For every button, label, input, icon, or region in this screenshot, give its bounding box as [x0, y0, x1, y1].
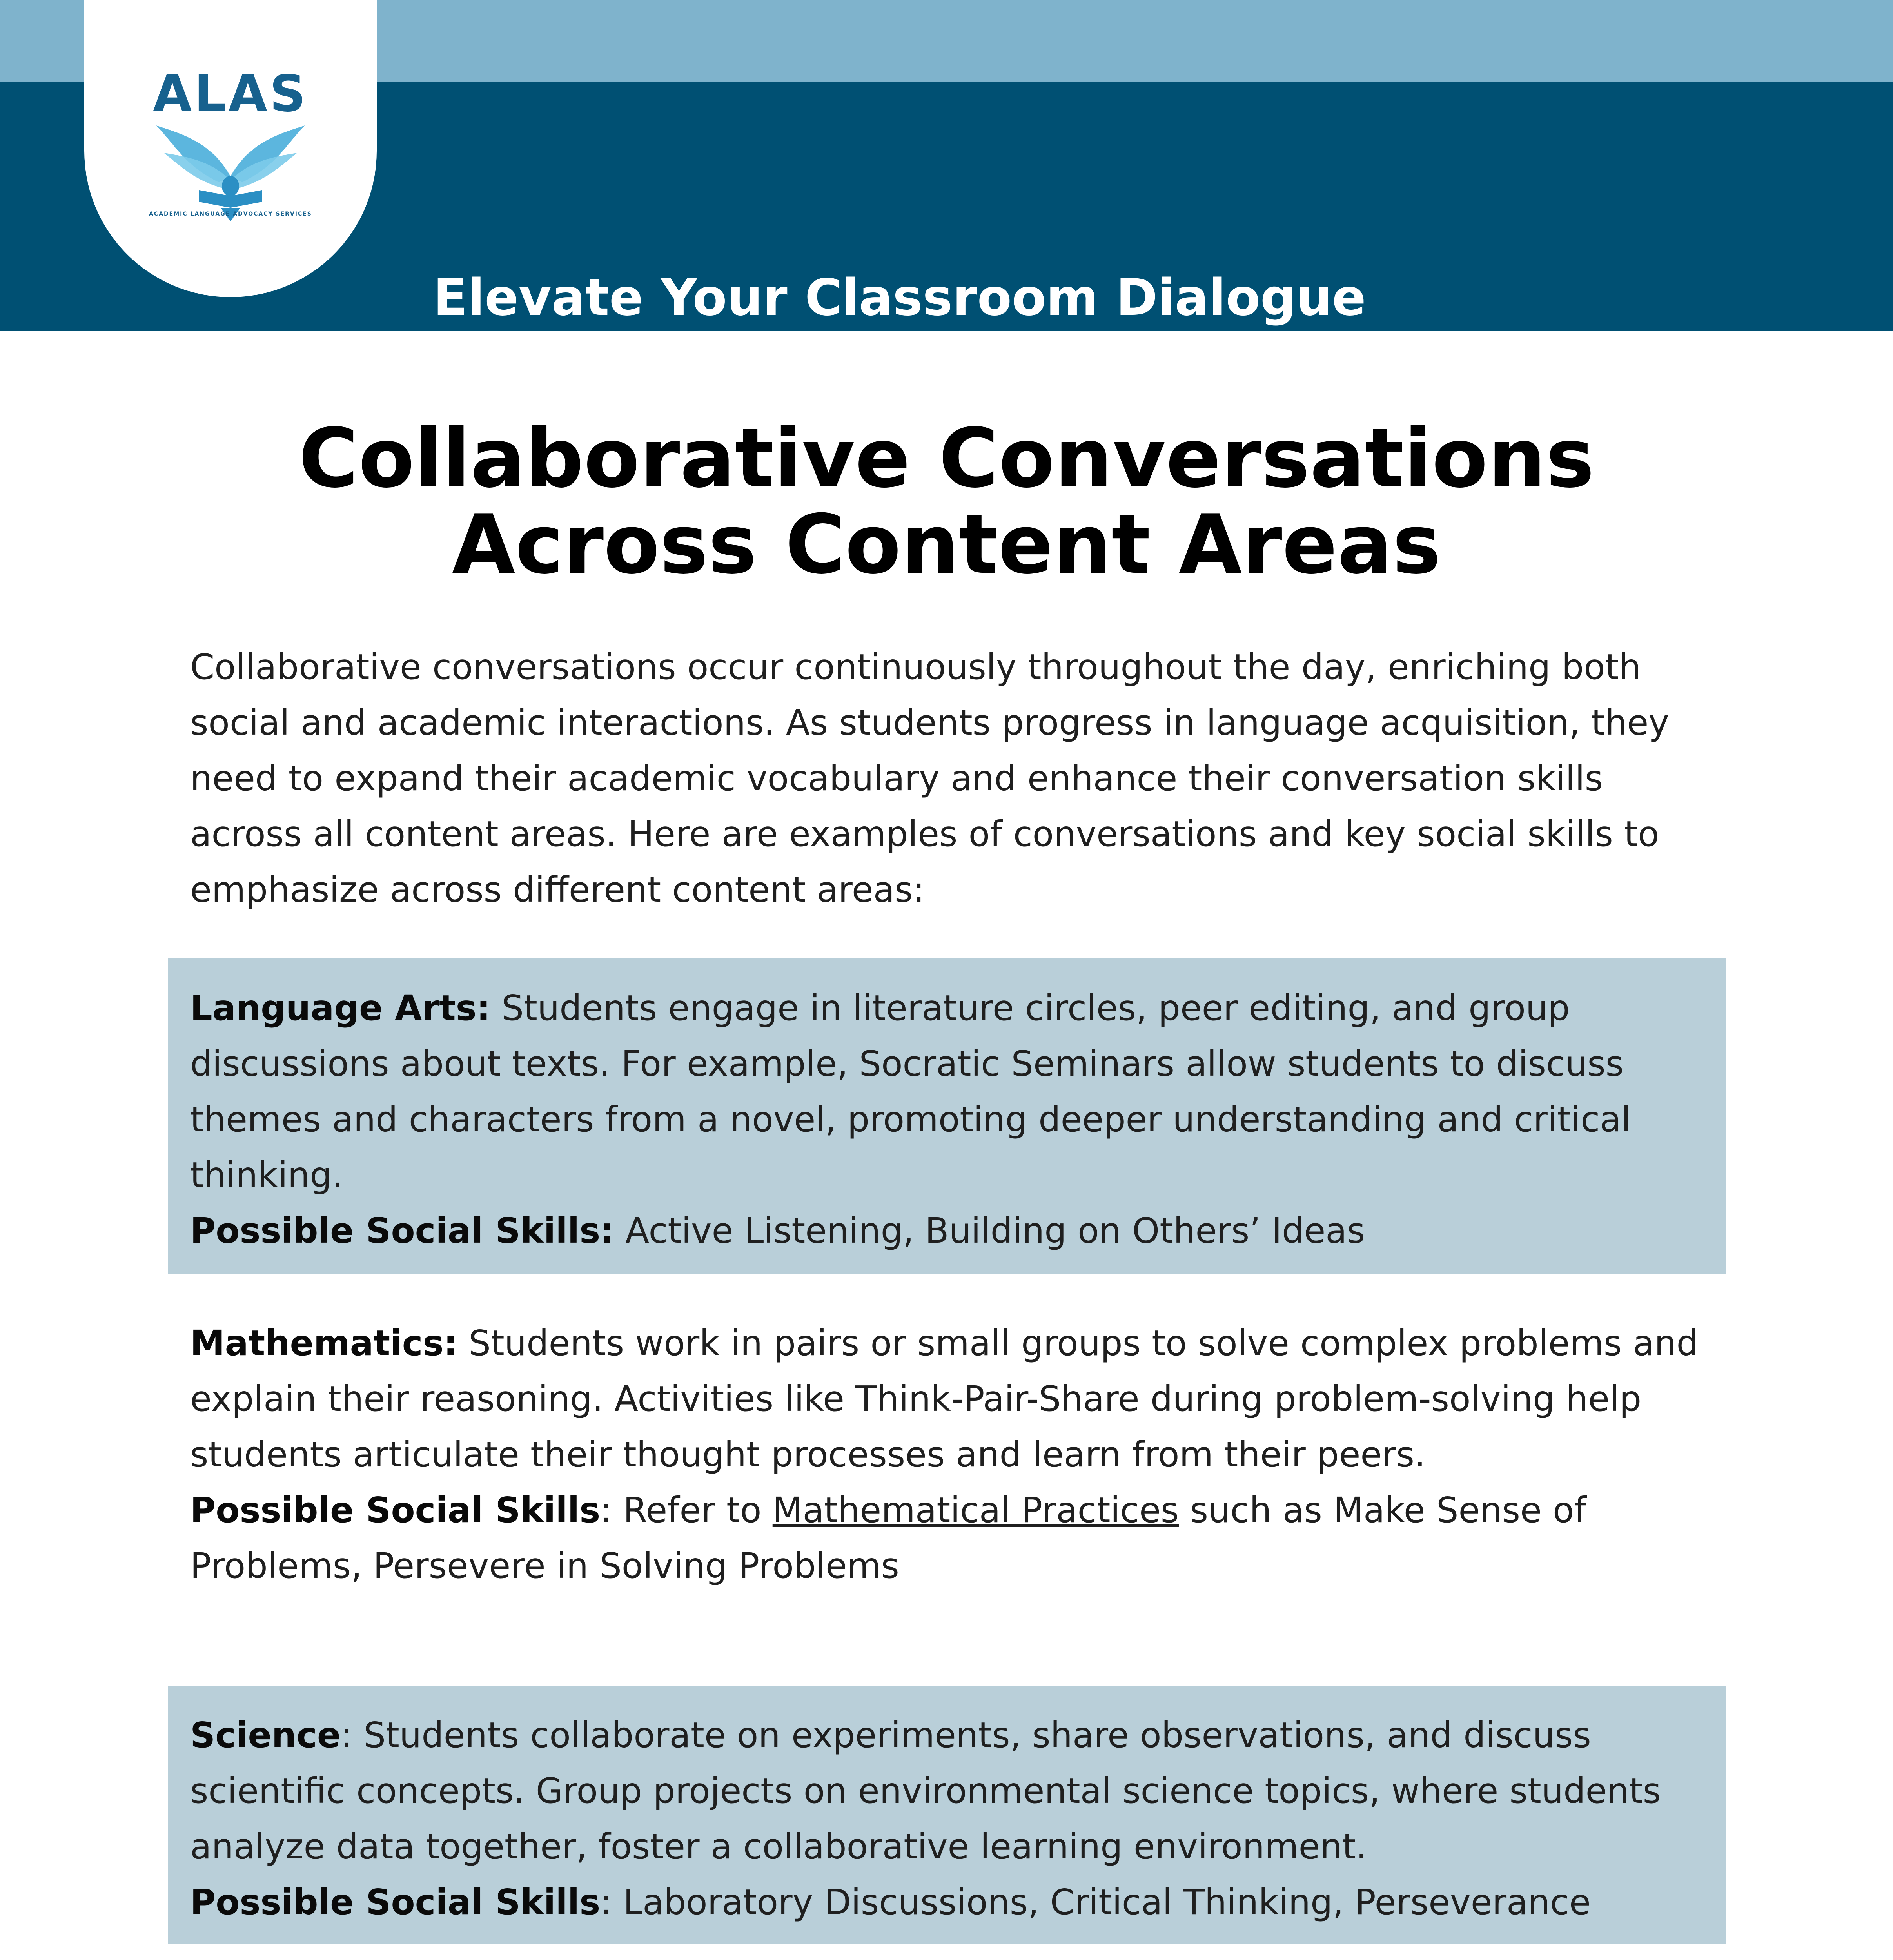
- intro-paragraph: Collaborative conversations occur continuously throughout the day, enriching both social and academic interactions. As students progress in language acquisition, they need to expand their academic vocabulary and enhance their conversation skills across all content areas. Here are examples of conversations and key social skills to emphasize across different content areas:: [190, 646, 1669, 910]
- science-skills-label: Possible Social Skills: [190, 1882, 601, 1922]
- section-language-arts: [168, 958, 1726, 1274]
- page-title-line-2: Across Content Areas: [452, 497, 1441, 592]
- language-arts-description: [190, 980, 1703, 1203]
- mathematics-skills-prefix: : Refer to: [600, 1490, 773, 1530]
- mathematics-label: Mathematics:: [190, 1323, 458, 1363]
- mathematics-description: [190, 1315, 1703, 1482]
- logo-tagline: ACADEMIC LANGUAGE ADVOCACY SERVICES: [149, 211, 312, 217]
- language-arts-skills: [190, 1203, 1703, 1258]
- logo-badge: [84, 0, 377, 297]
- language-arts-text: Students engage in literature circles, peer editing, and group discussions about texts. For example, Socratic Seminars allow students to discuss themes and characters from a novel, promoting deeper understanding and critical thinking.: [190, 987, 1631, 1195]
- section-science: [168, 1686, 1726, 1944]
- language-arts-label: Language Arts:: [190, 987, 491, 1028]
- header-title: Elevate Your Classroom Dialogue: [433, 269, 1366, 327]
- mathematics-skills-label: Possible Social Skills: [190, 1490, 601, 1530]
- science-skills-text: : Laboratory Discussions, Critical Thinking, Perseverance: [600, 1882, 1591, 1922]
- science-skills: [190, 1874, 1703, 1930]
- language-arts-skills-text: Active Listening, Building on Others’ Ideas: [614, 1210, 1365, 1251]
- science-text: : Students collaborate on experiments, share observations, and discuss scientific concepts. Group projects on environmental science topics, where students analyze data together, foster a collaborative learning environment.: [190, 1715, 1661, 1867]
- science-description: [190, 1707, 1703, 1874]
- winged-book-icon: [152, 118, 309, 223]
- language-arts-skills-label: Possible Social Skills:: [190, 1210, 614, 1251]
- mathematics-skills-suffix: such as Make Sense of Problems, Persevere in Solving Problems: [190, 1490, 1586, 1586]
- science-label: Science: [190, 1715, 341, 1755]
- mathematical-practices-link[interactable]: Mathematical Practices: [772, 1490, 1179, 1530]
- mathematics-text: Students work in pairs or small groups to solve complex problems and explain their reasoning. Activities like Think-Pair-Share during problem-solving help students articulate their thought processes and learn from their peers.: [190, 1323, 1699, 1475]
- page-title-line-1: Collaborative Conversations: [298, 411, 1595, 506]
- logo-wordmark: ALAS: [153, 65, 308, 123]
- mathematics-skills: [190, 1482, 1703, 1593]
- page-title: [157, 411, 1736, 592]
- section-mathematics: [168, 1294, 1726, 1666]
